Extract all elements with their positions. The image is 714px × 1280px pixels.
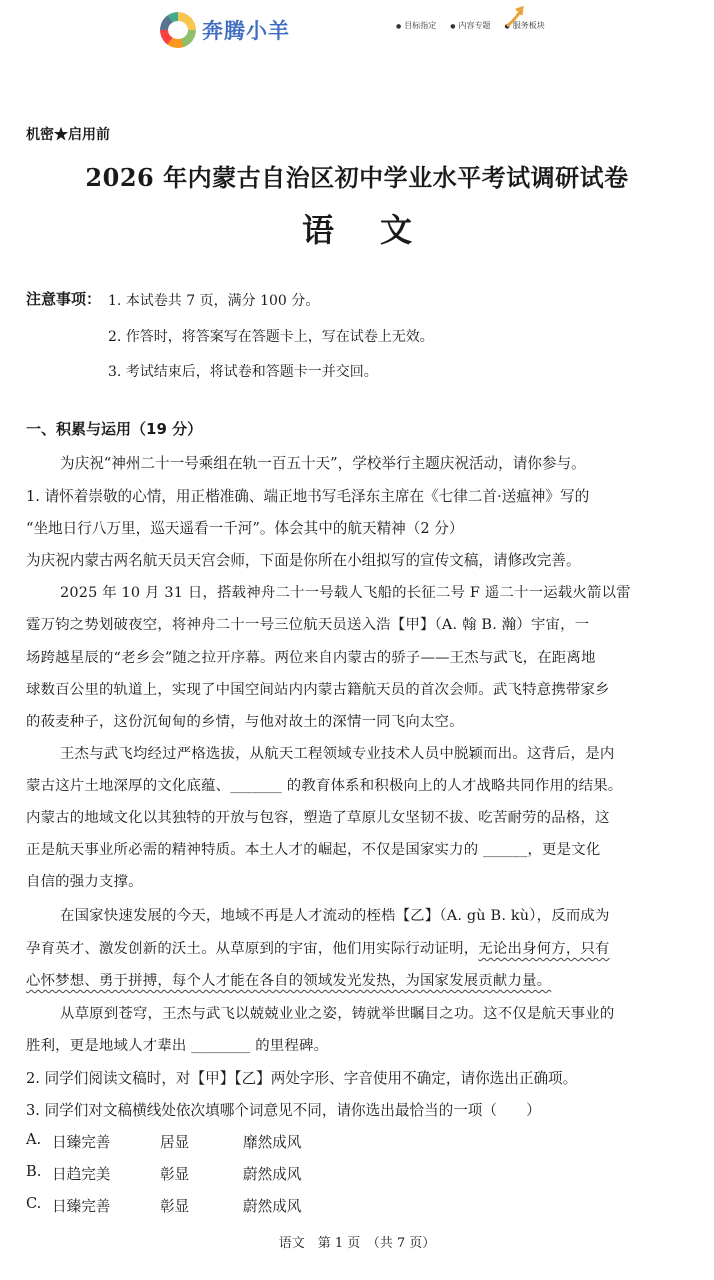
header-tag: ● 服务板块 [505, 20, 545, 31]
wavy-underlined-text: 无论出身何方，只有 [478, 941, 610, 957]
option-b-word-1: 日趋完美 [52, 1166, 111, 1183]
essay-line: 2025 年 10 月 31 日，搭载神舟二十一号载人飞船的长征二号 F 遥二十一运载火箭以雷 [60, 585, 631, 601]
essay-line: 在国家快速发展的今天，地域不再是人才流动的桎梏【乙】（A. gù B. kù），反而成为 [60, 908, 610, 924]
essay-line [26, 937, 610, 958]
option-c-word-1: 日臻完善 [52, 1198, 111, 1215]
notice-item: 2. 作答时，将答案写在答题卡上，写在试卷上无效。 [108, 329, 434, 345]
question-2: 2. 同学们阅读文稿时，对【甲】【乙】两处字形、字音使用不确定，请你选出正确项。 [26, 1070, 578, 1087]
option-a-word-1: 日臻完善 [52, 1134, 111, 1151]
essay-text: 孕育英才、激发创新的沃土。从草原到的宇宙，他们用实际行动证明， [26, 941, 479, 957]
logo-text: 奔腾小羊 [202, 19, 290, 43]
page-footer: 语文 第 1 页 （共 7 页） [278, 1236, 436, 1251]
essay-line: 正是航天事业所必需的精神特质。本土人才的崛起，不仅是国家实力的 ______，更是文化 [26, 842, 601, 858]
essay-line: 球数百公里的轨道上，实现了中国空间站内内蒙古籍航天员的首次会师。武飞特意携带家乡 [26, 682, 610, 698]
essay-line: 霆万钧之势划破夜空，将神舟二十一号三位航天员送入浩【甲】（A. 翰 B. 瀚）宇宙，一 [26, 617, 590, 633]
option-a-letter: A. [26, 1131, 42, 1148]
option-c-letter: C. [26, 1195, 42, 1212]
question-3: 3. 同学们对文稿横线处依次填哪个词意见不同，请你选出最恰当的一项（ ） [26, 1102, 541, 1119]
essay-line: 蒙古这片土地深厚的文化底蕴、_______ 的教育体系和积极向上的人才战略共同作用的结果。 [26, 778, 623, 794]
section-intro: 为庆祝“神州二十一号乘组在轨一百五十天”，学校举行主题庆祝活动，请你参与。 [60, 455, 586, 472]
essay-line: 王杰与武飞均经过严格选拔，从航天工程领域专业技术人员中脱颖而出。这背后，是内 [60, 746, 615, 762]
option-a-word-2: 居显 [160, 1134, 190, 1151]
option-b-word-3: 蔚然成风 [243, 1166, 302, 1183]
question-1-line: 1. 请怀着崇敬的心情，用正楷准确、端正地书写毛泽东主席在《七律二首·送瘟神》写的 [26, 488, 590, 505]
question-1-line: “坐地日行八万里，巡天遥看一千河”。体会其中的航天精神（2 分） [26, 520, 464, 537]
header-tag: ● 目标指定 [396, 20, 436, 31]
essay-line: 场跨越星辰的“老乡会”随之拉开序幕。两位来自内蒙古的骄子——王杰与武飞，在距离地 [26, 650, 596, 666]
option-b-word-2: 彰显 [160, 1166, 190, 1183]
option-c-word-3: 蔚然成风 [243, 1198, 302, 1215]
brand-logo [160, 10, 290, 50]
essay-line: 从草原到苍穹，王杰与武飞以兢兢业业之姿，铸就举世瞩目之功。这不仅是航天事业的 [60, 1006, 615, 1022]
confidential-label: 机密★启用前 [26, 127, 110, 143]
exam-title: 2026 年内蒙古自治区初中学业水平考试调研试卷 [85, 163, 629, 192]
wavy-underlined-line: 心怀梦想、勇于拼搏，每个人才能在各自的领域发光发热，为国家发展贡献力量。 [26, 973, 552, 989]
notice-item: 1. 本试卷共 7 页，满分 100 分。 [108, 293, 320, 309]
option-b-letter: B. [26, 1163, 42, 1180]
arrow-icon [505, 6, 525, 28]
essay-line: 胜利，更是地域人才辈出 ________ 的里程碑。 [26, 1038, 329, 1054]
essay-line: 自信的强力支撑。 [26, 874, 143, 890]
notice-item: 3. 考试结束后，将试卷和答题卡一并交回。 [108, 364, 378, 380]
essay-line: 内蒙古的地域文化以其独特的开放与包容，塑造了草原儿女坚韧不拔、吃苦耐劳的品格，这 [26, 810, 610, 826]
option-a-word-3: 靡然成风 [243, 1134, 302, 1151]
option-c-word-2: 彰显 [160, 1198, 190, 1215]
essay-line: 的莜麦种子，这份沉甸甸的乡情，与他对故土的深情一同飞向太空。 [26, 714, 464, 730]
logo-emblem-icon [160, 12, 196, 48]
notice-label: 注意事项： [26, 290, 102, 308]
header-tag: ● 内容专题 [450, 20, 490, 31]
subject-title: 语文 [301, 211, 458, 249]
section-heading: 一、积累与运用（19 分） [26, 420, 203, 438]
task-instruction: 为庆祝内蒙古两名航天员天宫会师，下面是你所在小组拟写的宣传文稿，请修改完善。 [26, 552, 581, 569]
